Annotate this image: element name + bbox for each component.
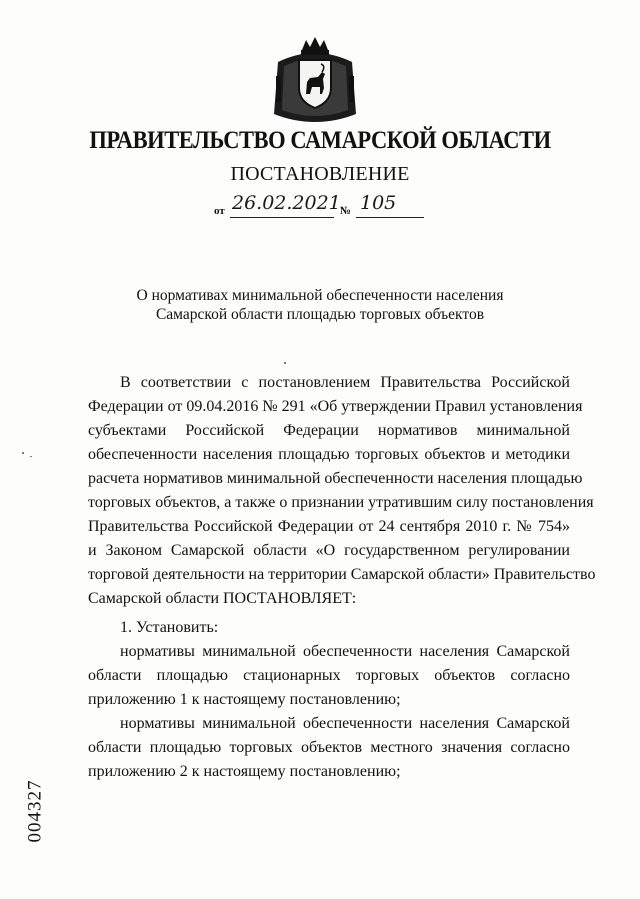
- text-line: торговых объектов, а также о признании утратившим силу постановления: [88, 494, 594, 511]
- text-line: Самарской области ПОСТАНОВЛЯЕТ:: [88, 590, 357, 607]
- margin-registration-number: [24, 770, 64, 850]
- text-line: субъектами Российской Федерации нормативов минимальной: [88, 422, 570, 439]
- text-line: приложению 1 к настоящему постановлению;: [88, 691, 401, 708]
- paragraph-norm-local: [88, 712, 570, 784]
- paragraph-preamble: [88, 371, 596, 611]
- text-line: и Законом Самарской области «О государственном регулировании: [88, 542, 570, 559]
- text-line: обеспеченности населения площадью торговых объектов и методики: [88, 446, 570, 463]
- text-line: Правительства Российской Федерации от 24 сентября 2010 г. № 754»: [88, 518, 570, 535]
- number-label: №: [340, 205, 352, 217]
- document-subject: [60, 286, 580, 324]
- scan-speck: [30, 456, 32, 457]
- number-value: 105: [360, 192, 397, 214]
- coat-of-arms-icon: [272, 36, 358, 124]
- scan-speck: [284, 362, 286, 364]
- document-type: ПОСТАНОВЛЕНИЕ: [230, 163, 410, 185]
- text-line: области площадью стационарных торговых объектов согласно: [88, 667, 570, 684]
- date-value: 26.02.2021: [232, 192, 341, 214]
- number-underline: [356, 217, 424, 218]
- date-number-line: [214, 194, 434, 222]
- text-line: В соответствии с постановлением Правительства Российской: [120, 374, 570, 391]
- subject-line: Самарской области площадью торговых объектов: [155, 306, 485, 323]
- text-line: 1. Установить:: [120, 619, 219, 636]
- registration-number-text: 004327: [24, 779, 46, 843]
- item-1-heading: [88, 616, 570, 640]
- text-line: Федерации от 09.04.2016 № 291 «Об утверждении Правил установления: [88, 398, 583, 415]
- text-line: торговой деятельности на территории Самарской области» Правительство: [88, 566, 596, 583]
- subject-line: О нормативах минимальной обеспеченности населения: [136, 287, 504, 304]
- date-label: от: [214, 205, 225, 217]
- government-name: ПРАВИТЕЛЬСТВО САМАРСКОЙ ОБЛАСТИ: [89, 127, 551, 154]
- text-line: приложению 2 к настоящему постановлению;: [88, 763, 401, 780]
- text-line: нормативы минимальной обеспеченности населения Самарской: [120, 643, 570, 660]
- text-line: расчета нормативов минимальной обеспеченности населения площадью: [88, 470, 583, 487]
- text-line: нормативы минимальной обеспеченности населения Самарской: [120, 715, 570, 732]
- text-line: области площадью торговых объектов местного значения согласно: [88, 739, 570, 756]
- paragraph-norm-stationary: [88, 640, 570, 712]
- scan-speck: [22, 452, 24, 454]
- date-underline: [230, 217, 334, 218]
